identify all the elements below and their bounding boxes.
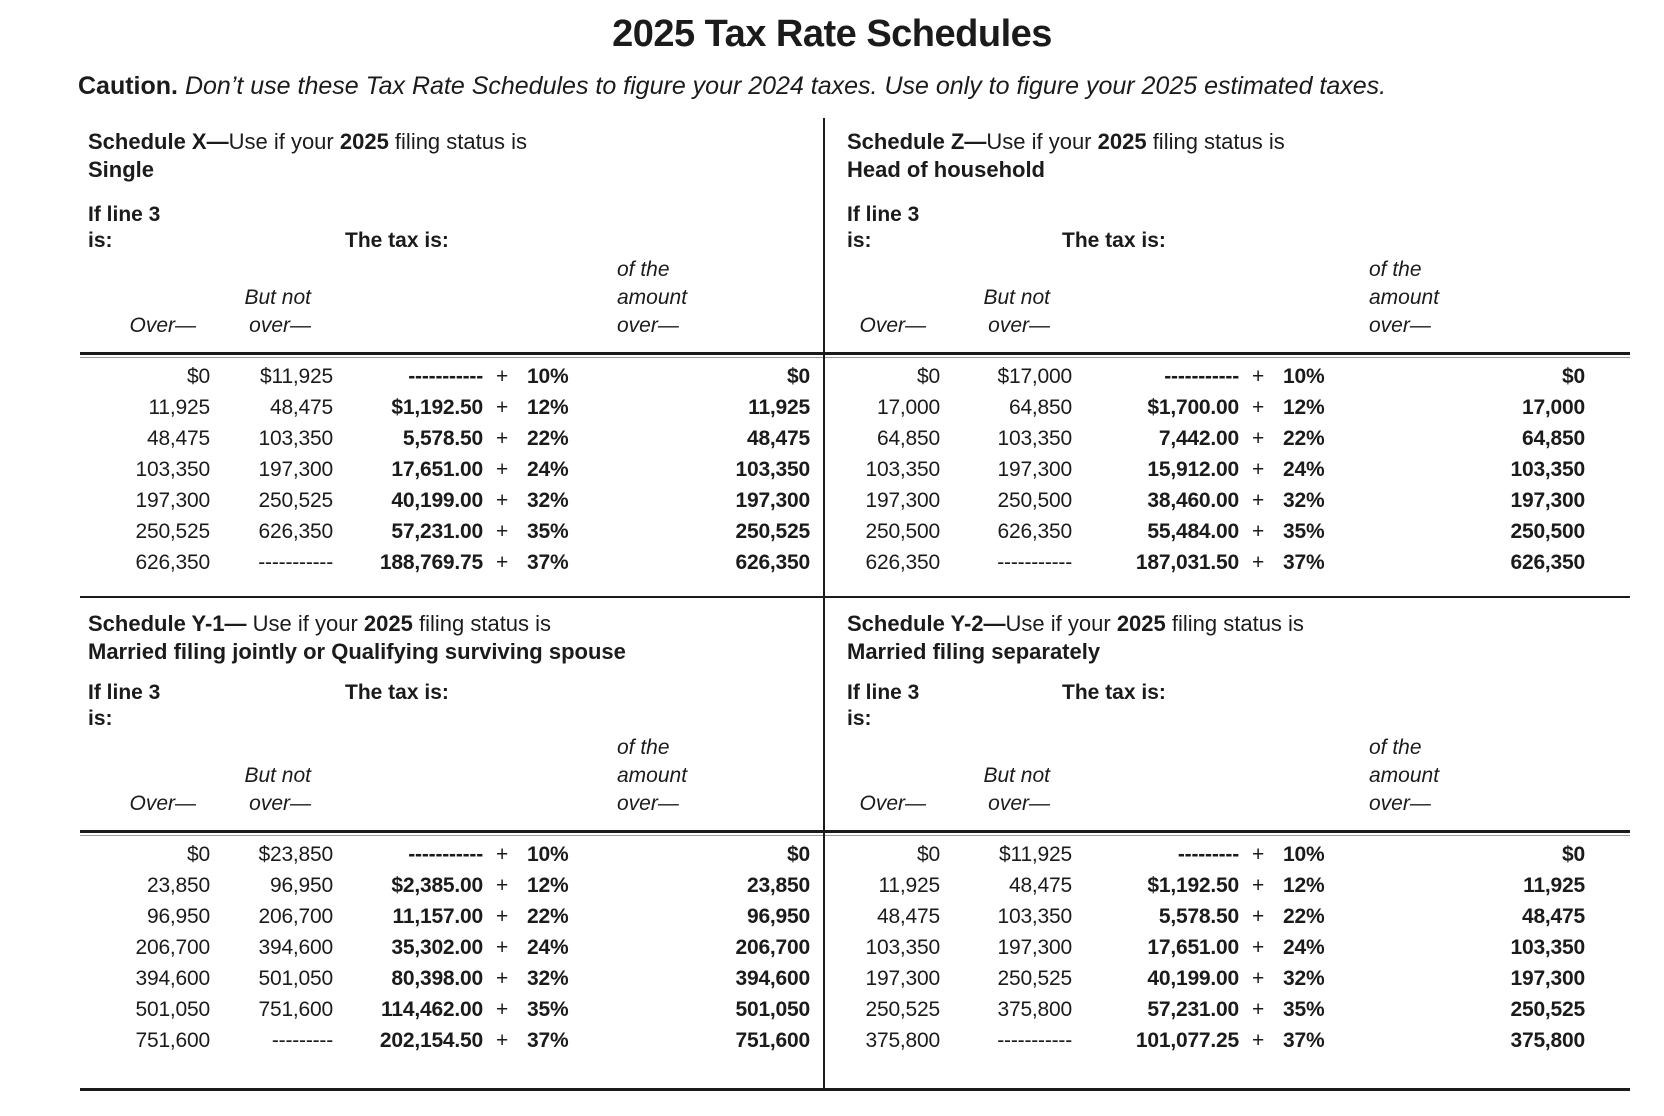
of-amount-over-cell: 96,950 bbox=[746, 905, 810, 928]
caution-label: Caution. bbox=[78, 72, 178, 100]
tax-brackets-table bbox=[825, 839, 1630, 1056]
but-not-over-cell: 64,850 bbox=[1008, 396, 1072, 419]
column-headers bbox=[825, 256, 1630, 340]
column-headers bbox=[80, 256, 823, 340]
tax-base-cell: 17,651.00 bbox=[391, 458, 483, 481]
plus-sign: + bbox=[1251, 458, 1265, 481]
plus-sign: + bbox=[1251, 843, 1265, 866]
tax-rate-cell: 24% bbox=[527, 458, 569, 481]
of-amount-over-cell: 250,525 bbox=[1510, 998, 1585, 1021]
schedule-title-text2: filing status is bbox=[1165, 611, 1304, 636]
tax-rate-cell: 32% bbox=[1283, 489, 1325, 512]
tax-base-cell: $2,385.00 bbox=[391, 874, 483, 897]
column-headers bbox=[80, 734, 823, 818]
tax-rate-cell: 12% bbox=[527, 396, 569, 419]
tax-base-cell: 80,398.00 bbox=[391, 967, 483, 990]
schedule-y1-title bbox=[80, 610, 823, 666]
tax-rate-cell: 24% bbox=[1283, 458, 1325, 481]
the-tax-is-label: The tax is: bbox=[1062, 229, 1166, 252]
schedule-title-text: Use if your bbox=[228, 129, 340, 154]
tax-bracket-row bbox=[80, 454, 823, 485]
of-amount-over-header: of the amount over— bbox=[617, 258, 688, 337]
over-cell: $0 bbox=[187, 843, 210, 866]
but-not-over-cell: 751,600 bbox=[258, 998, 333, 1021]
plus-sign: + bbox=[495, 551, 509, 574]
but-not-over-header: But not over— bbox=[244, 764, 311, 815]
page-title: 2025 Tax Rate Schedules bbox=[612, 13, 1052, 55]
if-line-3-line2: is: bbox=[88, 707, 113, 730]
tax-base-cell: --------- bbox=[1177, 843, 1239, 866]
tax-rate-cell: 10% bbox=[1283, 365, 1325, 388]
of-amount-over-cell: $0 bbox=[787, 365, 810, 388]
header-rule bbox=[80, 830, 823, 836]
schedule-title-text: Use if your bbox=[986, 129, 1098, 154]
over-cell: 11,925 bbox=[878, 874, 940, 897]
over-cell: 11,925 bbox=[148, 396, 210, 419]
of-amount-over-cell: 375,800 bbox=[1510, 1029, 1585, 1052]
tax-bracket-row bbox=[80, 547, 823, 578]
over-cell: 206,700 bbox=[135, 936, 210, 959]
tax-bracket-row bbox=[825, 901, 1630, 932]
of-amount-over-cell: 103,350 bbox=[1510, 936, 1585, 959]
plus-sign: + bbox=[495, 843, 509, 866]
tax-bracket-row bbox=[825, 454, 1630, 485]
schedule-title-year: 2025 bbox=[1116, 611, 1166, 636]
plus-sign: + bbox=[1251, 967, 1265, 990]
tax-bracket-row bbox=[825, 516, 1630, 547]
plus-sign: + bbox=[1251, 396, 1265, 419]
tax-rate-cell: 24% bbox=[1283, 936, 1325, 959]
plus-sign: + bbox=[495, 458, 509, 481]
if-line-3-line1: If line 3 bbox=[88, 203, 161, 226]
plus-sign: + bbox=[1251, 489, 1265, 512]
plus-sign: + bbox=[495, 905, 509, 928]
tax-bracket-row bbox=[825, 839, 1630, 870]
but-not-over-cell: ----------- bbox=[997, 1029, 1072, 1052]
if-line-3-label bbox=[847, 680, 1585, 732]
but-not-over-cell: 206,700 bbox=[258, 905, 333, 928]
tax-bracket-row bbox=[80, 485, 823, 516]
schedule-title-year: 2025 bbox=[1097, 129, 1147, 154]
but-not-over-cell: $11,925 bbox=[260, 365, 333, 388]
schedule-y2-section bbox=[823, 598, 1630, 1088]
tax-base-cell: ----------- bbox=[408, 365, 483, 388]
but-not-over-cell: 48,475 bbox=[1008, 874, 1072, 897]
tax-bracket-row bbox=[80, 901, 823, 932]
plus-sign: + bbox=[1251, 365, 1265, 388]
over-cell: 64,850 bbox=[876, 427, 940, 450]
of-amount-over-cell: 206,700 bbox=[735, 936, 810, 959]
but-not-over-cell: 197,300 bbox=[997, 936, 1072, 959]
tax-base-cell: 187,031.50 bbox=[1135, 551, 1239, 574]
of-amount-over-cell: 197,300 bbox=[735, 489, 810, 512]
tax-bracket-row bbox=[825, 963, 1630, 994]
if-line-3-label bbox=[88, 202, 810, 254]
but-not-over-cell: 96,950 bbox=[269, 874, 333, 897]
but-not-over-header: But not over— bbox=[244, 286, 311, 337]
plus-sign: + bbox=[1251, 905, 1265, 928]
plus-sign: + bbox=[1251, 936, 1265, 959]
of-amount-over-cell: 501,050 bbox=[735, 998, 810, 1021]
filing-status: Head of household bbox=[847, 157, 1045, 182]
but-not-over-cell: 394,600 bbox=[258, 936, 333, 959]
schedule-title-year: 2025 bbox=[339, 129, 389, 154]
column-headers bbox=[825, 734, 1630, 818]
but-not-over-cell: 103,350 bbox=[258, 427, 333, 450]
but-not-over-cell: --------- bbox=[271, 1029, 333, 1052]
plus-sign: + bbox=[495, 1029, 509, 1052]
caution-text: Don’t use these Tax Rate Schedules to figure your 2024 taxes. Use only to figure your 2025 estimated taxes. bbox=[184, 72, 1387, 100]
tax-rate-cell: 37% bbox=[527, 1029, 569, 1052]
over-cell: 96,950 bbox=[146, 905, 210, 928]
over-cell: 250,525 bbox=[135, 520, 210, 543]
section-labels bbox=[825, 202, 1630, 254]
of-amount-over-cell: 11,925 bbox=[748, 396, 810, 419]
tax-bracket-row bbox=[80, 870, 823, 901]
over-cell: $0 bbox=[187, 365, 210, 388]
if-line-3-label bbox=[847, 202, 1585, 254]
tax-rate-cell: 22% bbox=[527, 427, 569, 450]
of-amount-over-cell: 103,350 bbox=[1510, 458, 1585, 481]
of-amount-over-cell: 250,500 bbox=[1510, 520, 1585, 543]
over-cell: 48,475 bbox=[146, 427, 210, 450]
tax-bracket-row bbox=[825, 1025, 1630, 1056]
the-tax-is-label: The tax is: bbox=[345, 681, 449, 704]
of-amount-over-cell: $0 bbox=[787, 843, 810, 866]
tax-bracket-row bbox=[80, 932, 823, 963]
of-amount-over-header: of the amount over— bbox=[617, 736, 688, 815]
tax-base-cell: 35,302.00 bbox=[391, 936, 483, 959]
tax-rate-cell: 32% bbox=[527, 489, 569, 512]
schedule-title-line1 bbox=[847, 128, 1585, 156]
over-cell: 48,475 bbox=[876, 905, 940, 928]
but-not-over-cell: 375,800 bbox=[997, 998, 1072, 1021]
of-amount-over-cell: 751,600 bbox=[735, 1029, 810, 1052]
plus-sign: + bbox=[1251, 551, 1265, 574]
tax-brackets-table bbox=[80, 361, 823, 578]
but-not-over-cell: 250,525 bbox=[258, 489, 333, 512]
tax-rate-cell: 12% bbox=[1283, 396, 1325, 419]
over-cell: 103,350 bbox=[865, 458, 940, 481]
tax-rate-cell: 35% bbox=[527, 520, 569, 543]
but-not-over-cell: 250,500 bbox=[997, 489, 1072, 512]
tax-rate-cell: 10% bbox=[1283, 843, 1325, 866]
but-not-over-cell: 103,350 bbox=[997, 427, 1072, 450]
if-line-3-line2: is: bbox=[847, 707, 872, 730]
of-amount-over-cell: 197,300 bbox=[1510, 489, 1585, 512]
plus-sign: + bbox=[1251, 520, 1265, 543]
tax-base-cell: ----------- bbox=[408, 843, 483, 866]
of-amount-over-header: of the amount over— bbox=[1369, 736, 1440, 815]
tax-brackets-table bbox=[825, 361, 1630, 578]
over-header: Over— bbox=[859, 314, 926, 337]
tax-base-cell: 17,651.00 bbox=[1147, 936, 1239, 959]
of-amount-over-cell: 23,850 bbox=[746, 874, 810, 897]
but-not-over-cell: ----------- bbox=[997, 551, 1072, 574]
but-not-over-cell: 626,350 bbox=[258, 520, 333, 543]
section-labels bbox=[80, 680, 823, 732]
of-amount-over-cell: 48,475 bbox=[1521, 905, 1585, 928]
over-cell: 23,850 bbox=[146, 874, 210, 897]
tax-base-cell: 5,578.50 bbox=[402, 427, 483, 450]
but-not-over-cell: $11,925 bbox=[999, 843, 1072, 866]
but-not-over-header: But not over— bbox=[983, 764, 1050, 815]
plus-sign: + bbox=[495, 874, 509, 897]
tax-base-cell: 188,769.75 bbox=[379, 551, 483, 574]
plus-sign: + bbox=[495, 427, 509, 450]
tax-bracket-row bbox=[825, 932, 1630, 963]
plus-sign: + bbox=[1251, 874, 1265, 897]
tax-rate-cell: 32% bbox=[527, 967, 569, 990]
over-cell: 17,000 bbox=[876, 396, 940, 419]
of-amount-over-cell: 626,350 bbox=[1510, 551, 1585, 574]
over-cell: 250,525 bbox=[865, 998, 940, 1021]
tax-bracket-row bbox=[80, 392, 823, 423]
tax-bracket-row bbox=[825, 392, 1630, 423]
tax-rate-cell: 35% bbox=[527, 998, 569, 1021]
tax-bracket-row bbox=[80, 516, 823, 547]
tax-base-cell: 101,077.25 bbox=[1135, 1029, 1239, 1052]
tax-rate-cell: 37% bbox=[527, 551, 569, 574]
schedule-y1-section bbox=[80, 598, 823, 1088]
schedule-name: Schedule Y-2— bbox=[847, 611, 1006, 636]
tax-bracket-row bbox=[80, 839, 823, 870]
tax-bracket-row bbox=[825, 870, 1630, 901]
schedule-title-text2: filing status is bbox=[412, 611, 552, 636]
schedule-title-line1 bbox=[88, 610, 810, 638]
of-amount-over-cell: 250,525 bbox=[735, 520, 810, 543]
section-labels bbox=[825, 680, 1630, 732]
tax-rate-cell: 22% bbox=[527, 905, 569, 928]
tax-base-cell: $1,192.50 bbox=[391, 396, 483, 419]
tax-bracket-row bbox=[825, 485, 1630, 516]
but-not-over-cell: 103,350 bbox=[997, 905, 1072, 928]
plus-sign: + bbox=[495, 520, 509, 543]
but-not-over-cell: 197,300 bbox=[997, 458, 1072, 481]
schedule-y2-title bbox=[825, 610, 1630, 666]
plus-sign: + bbox=[495, 998, 509, 1021]
but-not-over-cell: 501,050 bbox=[258, 967, 333, 990]
header-rule bbox=[825, 830, 1630, 836]
header-rule bbox=[80, 352, 823, 358]
plus-sign: + bbox=[495, 489, 509, 512]
of-amount-over-cell: $0 bbox=[1562, 365, 1585, 388]
section-labels bbox=[80, 202, 823, 254]
over-cell: 626,350 bbox=[865, 551, 940, 574]
over-header: Over— bbox=[129, 792, 196, 815]
but-not-over-cell: 626,350 bbox=[997, 520, 1072, 543]
filing-status: Single bbox=[88, 157, 155, 182]
over-cell: 250,500 bbox=[865, 520, 940, 543]
but-not-over-cell: $23,850 bbox=[258, 843, 333, 866]
over-cell: 751,600 bbox=[135, 1029, 210, 1052]
of-amount-over-header: of the amount over— bbox=[1369, 258, 1440, 337]
schedule-title-line1 bbox=[88, 128, 810, 156]
over-cell: 394,600 bbox=[135, 967, 210, 990]
if-line-3-line2: is: bbox=[88, 229, 113, 252]
schedule-title-text: Use if your bbox=[1005, 611, 1117, 636]
over-cell: 626,350 bbox=[135, 551, 210, 574]
tax-rate-cell: 12% bbox=[527, 874, 569, 897]
tax-base-cell: ----------- bbox=[1164, 365, 1239, 388]
plus-sign: + bbox=[1251, 427, 1265, 450]
over-cell: 197,300 bbox=[865, 489, 940, 512]
tax-rate-cell: 24% bbox=[527, 936, 569, 959]
plus-sign: + bbox=[1251, 1029, 1265, 1052]
schedule-name: Schedule Y-1— bbox=[88, 611, 247, 636]
of-amount-over-cell: 64,850 bbox=[1521, 427, 1585, 450]
if-line-3-line1: If line 3 bbox=[88, 681, 161, 704]
tax-bracket-row bbox=[80, 361, 823, 392]
tax-bracket-row bbox=[825, 547, 1630, 578]
over-cell: 501,050 bbox=[135, 998, 210, 1021]
header-rule bbox=[825, 352, 1630, 358]
tax-rate-cell: 35% bbox=[1283, 520, 1325, 543]
over-cell: 103,350 bbox=[135, 458, 210, 481]
schedule-title-line1 bbox=[847, 610, 1585, 638]
tax-bracket-row bbox=[80, 1025, 823, 1056]
but-not-over-cell: 250,525 bbox=[997, 967, 1072, 990]
tax-rate-cell: 10% bbox=[527, 365, 569, 388]
tax-base-cell: 40,199.00 bbox=[391, 489, 483, 512]
tax-base-cell: 57,231.00 bbox=[1147, 998, 1239, 1021]
tax-bracket-row bbox=[825, 994, 1630, 1025]
schedule-z-section bbox=[823, 118, 1630, 598]
tax-base-cell: 202,154.50 bbox=[379, 1029, 483, 1052]
plus-sign: + bbox=[495, 365, 509, 388]
over-header: Over— bbox=[129, 314, 196, 337]
over-cell: 197,300 bbox=[865, 967, 940, 990]
of-amount-over-cell: $0 bbox=[1562, 843, 1585, 866]
schedule-name: Schedule Z— bbox=[847, 129, 987, 154]
over-cell: $0 bbox=[917, 365, 940, 388]
if-line-3-line2: is: bbox=[847, 229, 872, 252]
the-tax-is-label: The tax is: bbox=[345, 229, 449, 252]
schedules-grid bbox=[80, 118, 1630, 1091]
of-amount-over-cell: 394,600 bbox=[735, 967, 810, 990]
tax-base-cell: 57,231.00 bbox=[391, 520, 483, 543]
schedule-title-year: 2025 bbox=[363, 611, 413, 636]
tax-rate-cell: 12% bbox=[1283, 874, 1325, 897]
tax-bracket-row bbox=[80, 963, 823, 994]
over-cell: $0 bbox=[917, 843, 940, 866]
tax-base-cell: 5,578.50 bbox=[1158, 905, 1239, 928]
but-not-over-cell: $17,000 bbox=[997, 365, 1072, 388]
the-tax-is-label: The tax is: bbox=[1062, 681, 1166, 704]
tax-bracket-row bbox=[80, 994, 823, 1025]
tax-base-cell: 15,912.00 bbox=[1147, 458, 1239, 481]
if-line-3-line1: If line 3 bbox=[847, 203, 920, 226]
if-line-3-label bbox=[88, 680, 810, 732]
of-amount-over-cell: 197,300 bbox=[1510, 967, 1585, 990]
plus-sign: + bbox=[1251, 998, 1265, 1021]
but-not-over-cell: 48,475 bbox=[269, 396, 333, 419]
tax-base-cell: $1,192.50 bbox=[1147, 874, 1239, 897]
schedule-z-title bbox=[825, 128, 1630, 184]
tax-rate-cell: 35% bbox=[1283, 998, 1325, 1021]
schedule-title-text2: filing status is bbox=[1146, 129, 1285, 154]
over-cell: 375,800 bbox=[865, 1029, 940, 1052]
tax-base-cell: 7,442.00 bbox=[1158, 427, 1239, 450]
but-not-over-cell: ----------- bbox=[258, 551, 333, 574]
tax-base-cell: 55,484.00 bbox=[1147, 520, 1239, 543]
of-amount-over-cell: 103,350 bbox=[735, 458, 810, 481]
filing-status: Married filing separately bbox=[847, 639, 1101, 664]
schedule-name: Schedule X— bbox=[88, 129, 229, 154]
schedule-title-text2: filing status is bbox=[388, 129, 527, 154]
tax-rate-cell: 32% bbox=[1283, 967, 1325, 990]
tax-rate-cell: 22% bbox=[1283, 427, 1325, 450]
tax-bracket-row bbox=[80, 423, 823, 454]
caution-note bbox=[78, 70, 1664, 102]
of-amount-over-cell: 11,925 bbox=[1523, 874, 1585, 897]
plus-sign: + bbox=[495, 396, 509, 419]
schedule-x-title bbox=[80, 128, 823, 184]
tax-rate-cell: 37% bbox=[1283, 1029, 1325, 1052]
tax-rate-cell: 22% bbox=[1283, 905, 1325, 928]
of-amount-over-cell: 17,000 bbox=[1521, 396, 1585, 419]
tax-base-cell: 11,157.00 bbox=[392, 905, 483, 928]
if-line-3-line1: If line 3 bbox=[847, 681, 920, 704]
of-amount-over-cell: 48,475 bbox=[746, 427, 810, 450]
but-not-over-cell: 197,300 bbox=[258, 458, 333, 481]
tax-base-cell: 40,199.00 bbox=[1147, 967, 1239, 990]
schedule-title-text: Use if your bbox=[246, 611, 364, 636]
tax-base-cell: $1,700.00 bbox=[1147, 396, 1239, 419]
tax-brackets-table bbox=[80, 839, 823, 1056]
tax-base-cell: 38,460.00 bbox=[1147, 489, 1239, 512]
filing-status: Married filing jointly or Qualifying surviving spouse bbox=[88, 639, 626, 664]
plus-sign: + bbox=[495, 967, 509, 990]
over-cell: 103,350 bbox=[865, 936, 940, 959]
tax-base-cell: 114,462.00 bbox=[381, 998, 483, 1021]
tax-bracket-row bbox=[825, 423, 1630, 454]
tax-rate-cell: 37% bbox=[1283, 551, 1325, 574]
but-not-over-header: But not over— bbox=[983, 286, 1050, 337]
schedule-x-section bbox=[80, 118, 823, 598]
plus-sign: + bbox=[495, 936, 509, 959]
over-header: Over— bbox=[859, 792, 926, 815]
of-amount-over-cell: 626,350 bbox=[735, 551, 810, 574]
tax-bracket-row bbox=[825, 361, 1630, 392]
tax-rate-cell: 10% bbox=[527, 843, 569, 866]
over-cell: 197,300 bbox=[135, 489, 210, 512]
